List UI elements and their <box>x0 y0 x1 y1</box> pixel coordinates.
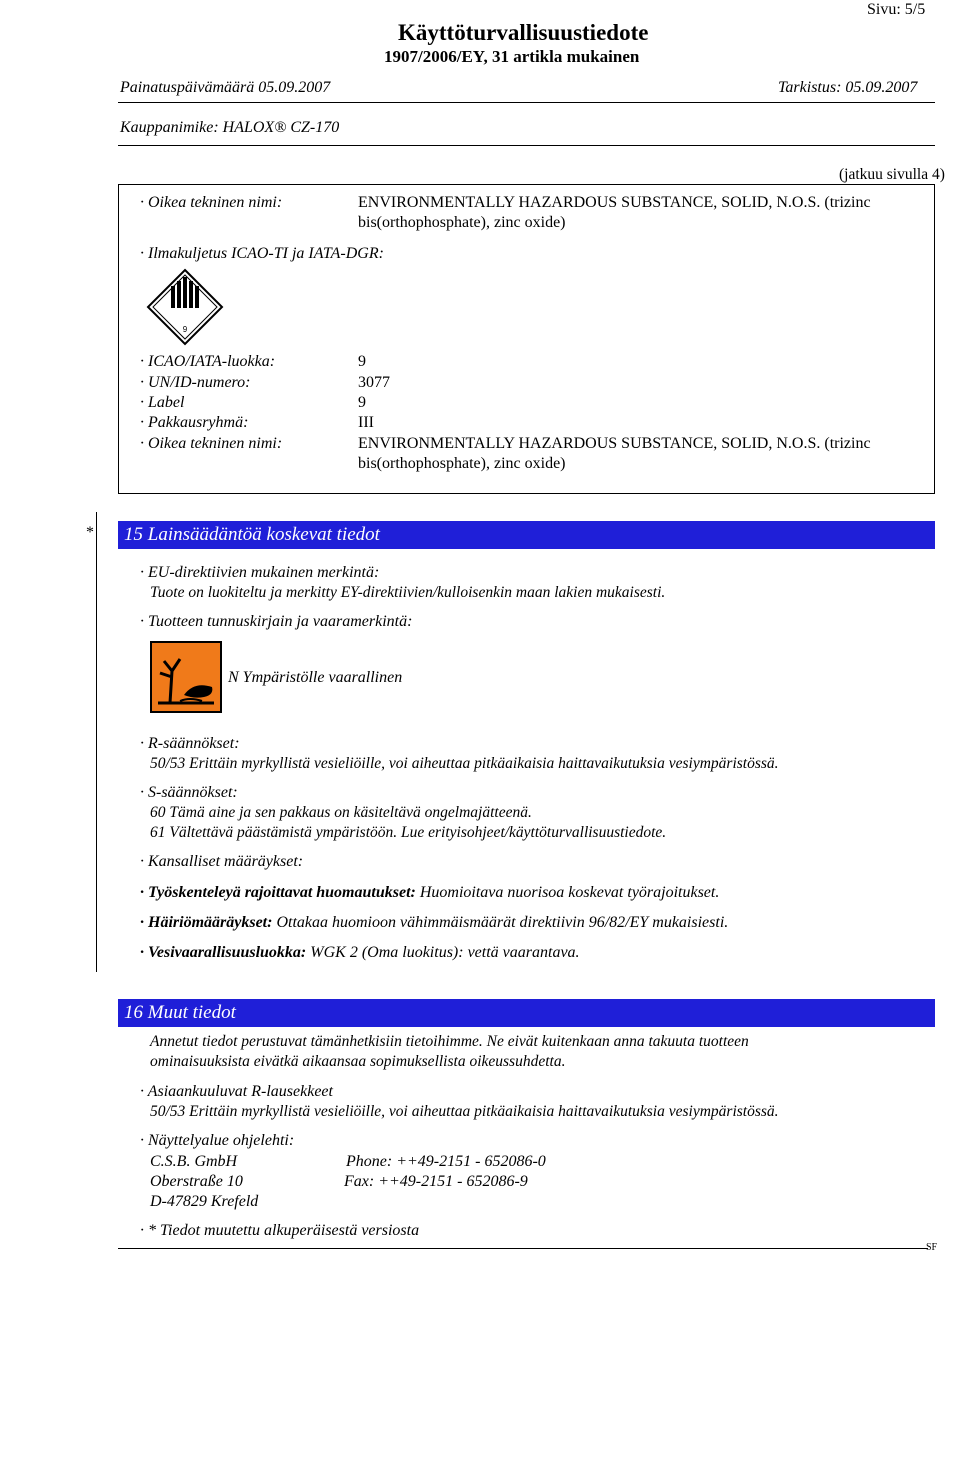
class9-hazard-diamond-icon <box>146 268 224 346</box>
eu-text: Tuote on luokiteltu ja merkitty EY-direktiivien/kulloisenkin maan lakien mukaisesti. <box>150 584 666 601</box>
water-text: WGK 2 (Oma luokitus): vettä vaarantava. <box>306 944 580 961</box>
transport-row-label: · ICAO/IATA-luokka: <box>140 353 276 370</box>
trade-name: Kauppanimike: HALOX® CZ-170 <box>120 119 340 136</box>
section-15-title: 15 Lainsäädäntöä koskevat tiedot <box>118 521 935 549</box>
changed-asterisk: * <box>86 524 94 541</box>
work-label: · Työskenteleyä rajoittavat huomautukset: <box>140 884 416 901</box>
s-phrase-61: 61 Vältettävä päästämistä ympäristöön. Lue erityisohjeet/käyttöturvallisuustiedote. <box>150 824 667 841</box>
emission-label: · Häiriömääräykset: <box>140 914 273 931</box>
water-label: · Vesivaarallisuusluokka: <box>140 944 307 961</box>
transport-row-value: 9 <box>358 353 366 370</box>
work-text: Huomioitava nuorisoa koskevat työrajoitukset. <box>415 884 720 901</box>
transport-row-value: III <box>358 414 374 431</box>
header-rule <box>118 102 935 103</box>
transport-row-value: 3077 <box>358 374 390 391</box>
footer-rule <box>118 1248 928 1249</box>
transport-row-label: · Pakkausryhmä: <box>140 414 249 431</box>
s-phrases-label: · S-säännökset: <box>140 784 238 801</box>
language-code: SF <box>926 1242 938 1253</box>
emission-regulations <box>140 914 728 932</box>
air-transport-label: · Ilmakuljetus ICAO-TI ja IATA-DGR: <box>140 245 384 262</box>
diamond-number: 9 <box>182 325 188 334</box>
continued-note: (jatkuu sivulla 4) <box>839 166 945 183</box>
relevant-r-label: · Asiaankuuluvat R-lausekkeet <box>140 1083 333 1100</box>
tradename-rule <box>118 145 935 146</box>
company-city: D-47829 Krefeld <box>150 1193 259 1210</box>
relevant-r-text: 50/53 Erittäin myrkyllistä vesieliöille, voi aiheuttaa pitkäaikaisia haittavaikutuksia vesiympäristössä. <box>150 1103 779 1120</box>
changed-note: · * Tiedot muutettu alkuperäisestä versiosta <box>140 1222 420 1239</box>
emission-text: Ottakaa huomioon vähimmäismäärät direktiivin 96/82/EY mukaisiesti. <box>272 914 729 931</box>
tech-name-line2: bis(orthophosphate), zinc oxide) <box>358 214 566 231</box>
document-subtitle: 1907/2006/EY, 31 artikla mukainen <box>384 47 640 66</box>
transport-row-label: · Label <box>140 394 185 411</box>
symbol-label: · Tuotteen tunnuskirjain ja vaaramerkintä: <box>140 613 413 630</box>
contact-label: · Näyttelyalue ohjelehti: <box>140 1132 295 1149</box>
tech-name2-line2: bis(orthophosphate), zinc oxide) <box>358 455 566 472</box>
transport-row-value: ENVIRONMENTALLY HAZARDOUS SUBSTANCE, SOLID, N.O.S. (trizinc <box>358 435 871 452</box>
r-phrases-text: 50/53 Erittäin myrkyllistä vesieliöille, voi aiheuttaa pitkäaikaisia haittavaikutuksia vesiympäristössä. <box>150 755 779 772</box>
company-fax: Fax: ++49-2151 - 652086-9 <box>344 1173 528 1190</box>
transport-row-label: · Oikea tekninen nimi: <box>140 435 283 452</box>
tech-name-label: · Oikea tekninen nimi: <box>140 194 283 211</box>
page-number: Sivu: 5/5 <box>867 1 926 18</box>
work-restrictions <box>140 884 719 902</box>
print-date: Painatuspäivämäärä 05.09.2007 <box>120 79 331 96</box>
eu-label: · EU-direktiivien mukainen merkintä: <box>140 564 380 581</box>
national-label: · Kansalliset määräykset: <box>140 853 304 870</box>
change-rule <box>96 512 97 972</box>
symbol-text: N Ympäristölle vaarallinen <box>228 669 403 686</box>
document-title: Käyttöturvallisuustiedote <box>398 20 649 45</box>
intro-line2: ominaisuuksista eivätkä aikaansaa sopimuksellista oikeussuhdetta. <box>150 1053 566 1070</box>
tech-name-line1: ENVIRONMENTALLY HAZARDOUS SUBSTANCE, SOLID, N.O.S. (trizinc <box>358 194 871 211</box>
transport-row-value: 9 <box>358 394 366 411</box>
section-16-title: 16 Muut tiedot <box>118 999 935 1027</box>
revision-date: Tarkistus: 05.09.2007 <box>778 79 918 96</box>
environment-hazard-icon <box>150 641 222 713</box>
intro-line1: Annetut tiedot perustuvat tämänhetkisiin tietoihimme. Ne eivät kuitenkaan anna takuuta tuotteen <box>150 1033 749 1050</box>
company-name: C.S.B. GmbH <box>150 1153 238 1170</box>
company-street: Oberstraße 10 <box>150 1173 243 1190</box>
r-phrases-label: · R-säännökset: <box>140 735 240 752</box>
company-phone: Phone: ++49-2151 - 652086-0 <box>346 1153 546 1170</box>
transport-row-label: · UN/ID-numero: <box>140 374 251 391</box>
s-phrase-60: 60 Tämä aine ja sen pakkaus on käsiteltävä ongelmajätteenä. <box>150 804 532 821</box>
water-hazard-class <box>140 944 580 962</box>
